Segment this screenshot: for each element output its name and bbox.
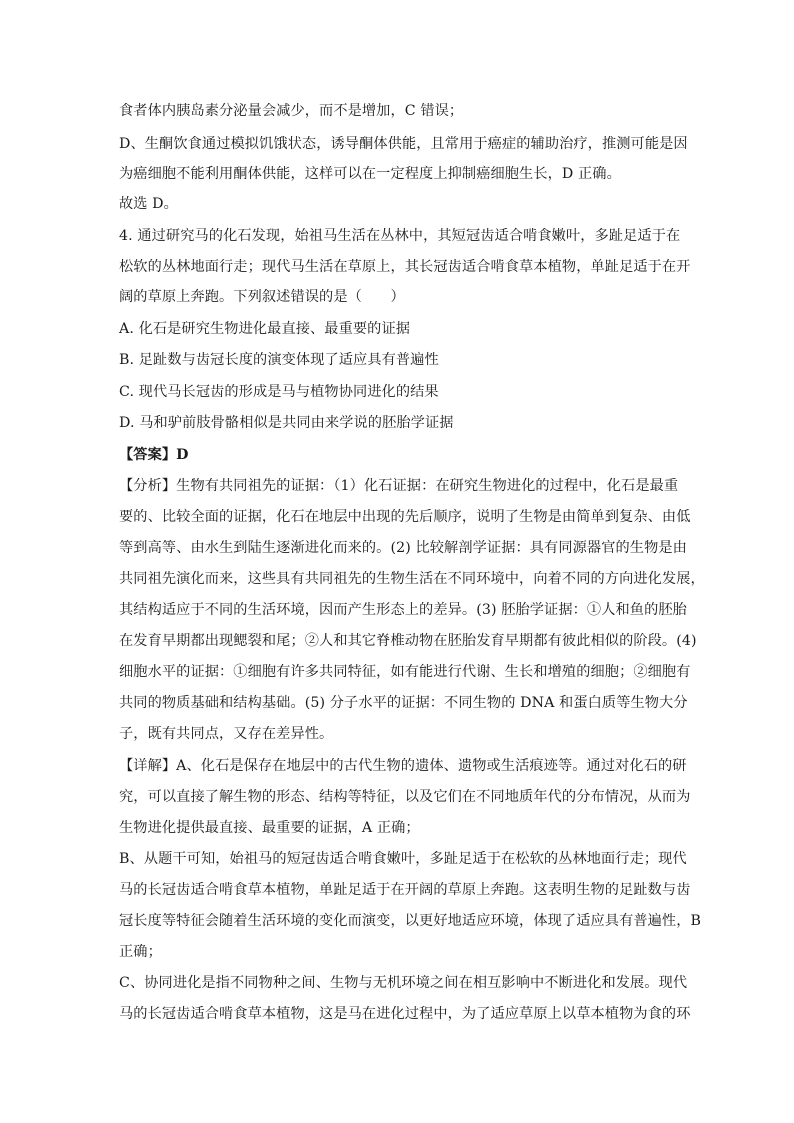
text-line: 食者体内胰岛素分泌量会减少，而不是增加，C 错误； <box>119 103 464 119</box>
detail-line: B、从题干可知，始祖马的短冠齿适合啃食嫩叶，多趾足适于在松软的丛林地面行走；现代 <box>119 851 687 867</box>
option-c: C. 现代马长冠齿的形成是马与植物协同进化的结果 <box>119 384 439 400</box>
question-line: 阔的草原上奔跑。下列叙述错误的是（ ） <box>119 289 405 305</box>
detail-line: 正确； <box>119 944 162 960</box>
question-line: 4. 通过研究马的化石发现，始祖马生活在丛林中，其短冠齿适合啃食嫩叶，多趾足适于在 <box>119 228 681 244</box>
option-a: A. 化石是研究生物进化最直接、最重要的证据 <box>119 321 411 337</box>
analysis-line: 等到高等、由水生到陆生逐渐进化而来的。(2) 比较解剖学证据：具有同源器官的生物是由 <box>119 540 687 556</box>
analysis-line: 其结构适应于不同的生活环境，因而产生形态上的差异。(3) 胚胎学证据：①人和鱼的胚胎 <box>119 602 687 618</box>
option-b: B. 足趾数与齿冠长度的演变体现了适应具有普遍性 <box>119 352 439 368</box>
question-line: 松软的丛林地面行走；现代马生活在草原上，其长冠齿适合啃食草本植物，单趾足适于在开 <box>119 259 691 275</box>
detail-line: 马的长冠齿适合啃食草本植物，单趾足适于在开阔的草原上奔跑。这表明生物的足趾数与齿 <box>119 882 691 898</box>
analysis-line: 共同的物质基础和结构基础。(5) 分子水平的证据：不同生物的 DNA 和蛋白质等生物大分 <box>119 695 688 711</box>
option-d: D. 马和驴前肢骨骼相似是共同由来学说的胚胎学证据 <box>119 415 454 431</box>
analysis-line: 细胞水平的证据：①细胞有许多共同特征，如有能进行代谢、生长和增殖的细胞；②细胞有 <box>119 664 691 680</box>
detail-line: 马的长冠齿适合啃食草本植物，这是马在进化过程中，为了适应草原上以草本植物为食的环 <box>119 1006 691 1022</box>
analysis-line: 共同祖先演化而来，这些具有共同祖先的生物生活在不同环境中，向着不同的方向进化发展， <box>119 571 705 587</box>
analysis-line: 要的、比较全面的证据，化石在地层中出现的先后顺序，说明了生物是由简单到复杂、由低 <box>119 509 691 525</box>
detail-line: C、协同进化是指不同物种之间、生物与无机环境之间在相互影响中不断进化和发展。现代 <box>119 975 688 991</box>
text-line: 为癌细胞不能利用酮体供能，这样可以在一定程度上抑制癌细胞生长，D 正确。 <box>119 166 621 182</box>
text-line: D、生酮饮食通过模拟饥饿状态，诱导酮体供能，且常用于癌症的辅助治疗，推测可能是因 <box>119 136 688 152</box>
text-line: 故选 D。 <box>119 196 178 212</box>
detail-line: 冠长度等特征会随着生活环境的变化而演变，以更好地适应环境，体现了适应具有普遍性，B <box>119 913 702 929</box>
analysis-line: 在发育早期都出现鳃裂和尾；②人和其它脊椎动物在胚胎发育早期都有彼此相似的阶段。(4) <box>119 633 697 649</box>
analysis-line: 子，既有共同点，又存在差异性。 <box>119 726 334 742</box>
answer-line: 【答案】D <box>119 447 189 463</box>
detail-line: 生物进化提供最直接、最重要的证据，A 正确； <box>119 820 420 836</box>
detail-line: 究，可以直接了解生物的形态、结构等特征，以及它们在不同地质年代的分布情况，从而为 <box>119 789 691 805</box>
analysis-line: 【分析】生物有共同祖先的证据：（1）化石证据：在研究生物进化的过程中，化石是最重 <box>119 478 679 494</box>
detail-line: 【详解】A、化石是保存在地层中的古代生物的遗体、遗物或生活痕迹等。通过对化石的研 <box>119 758 687 774</box>
